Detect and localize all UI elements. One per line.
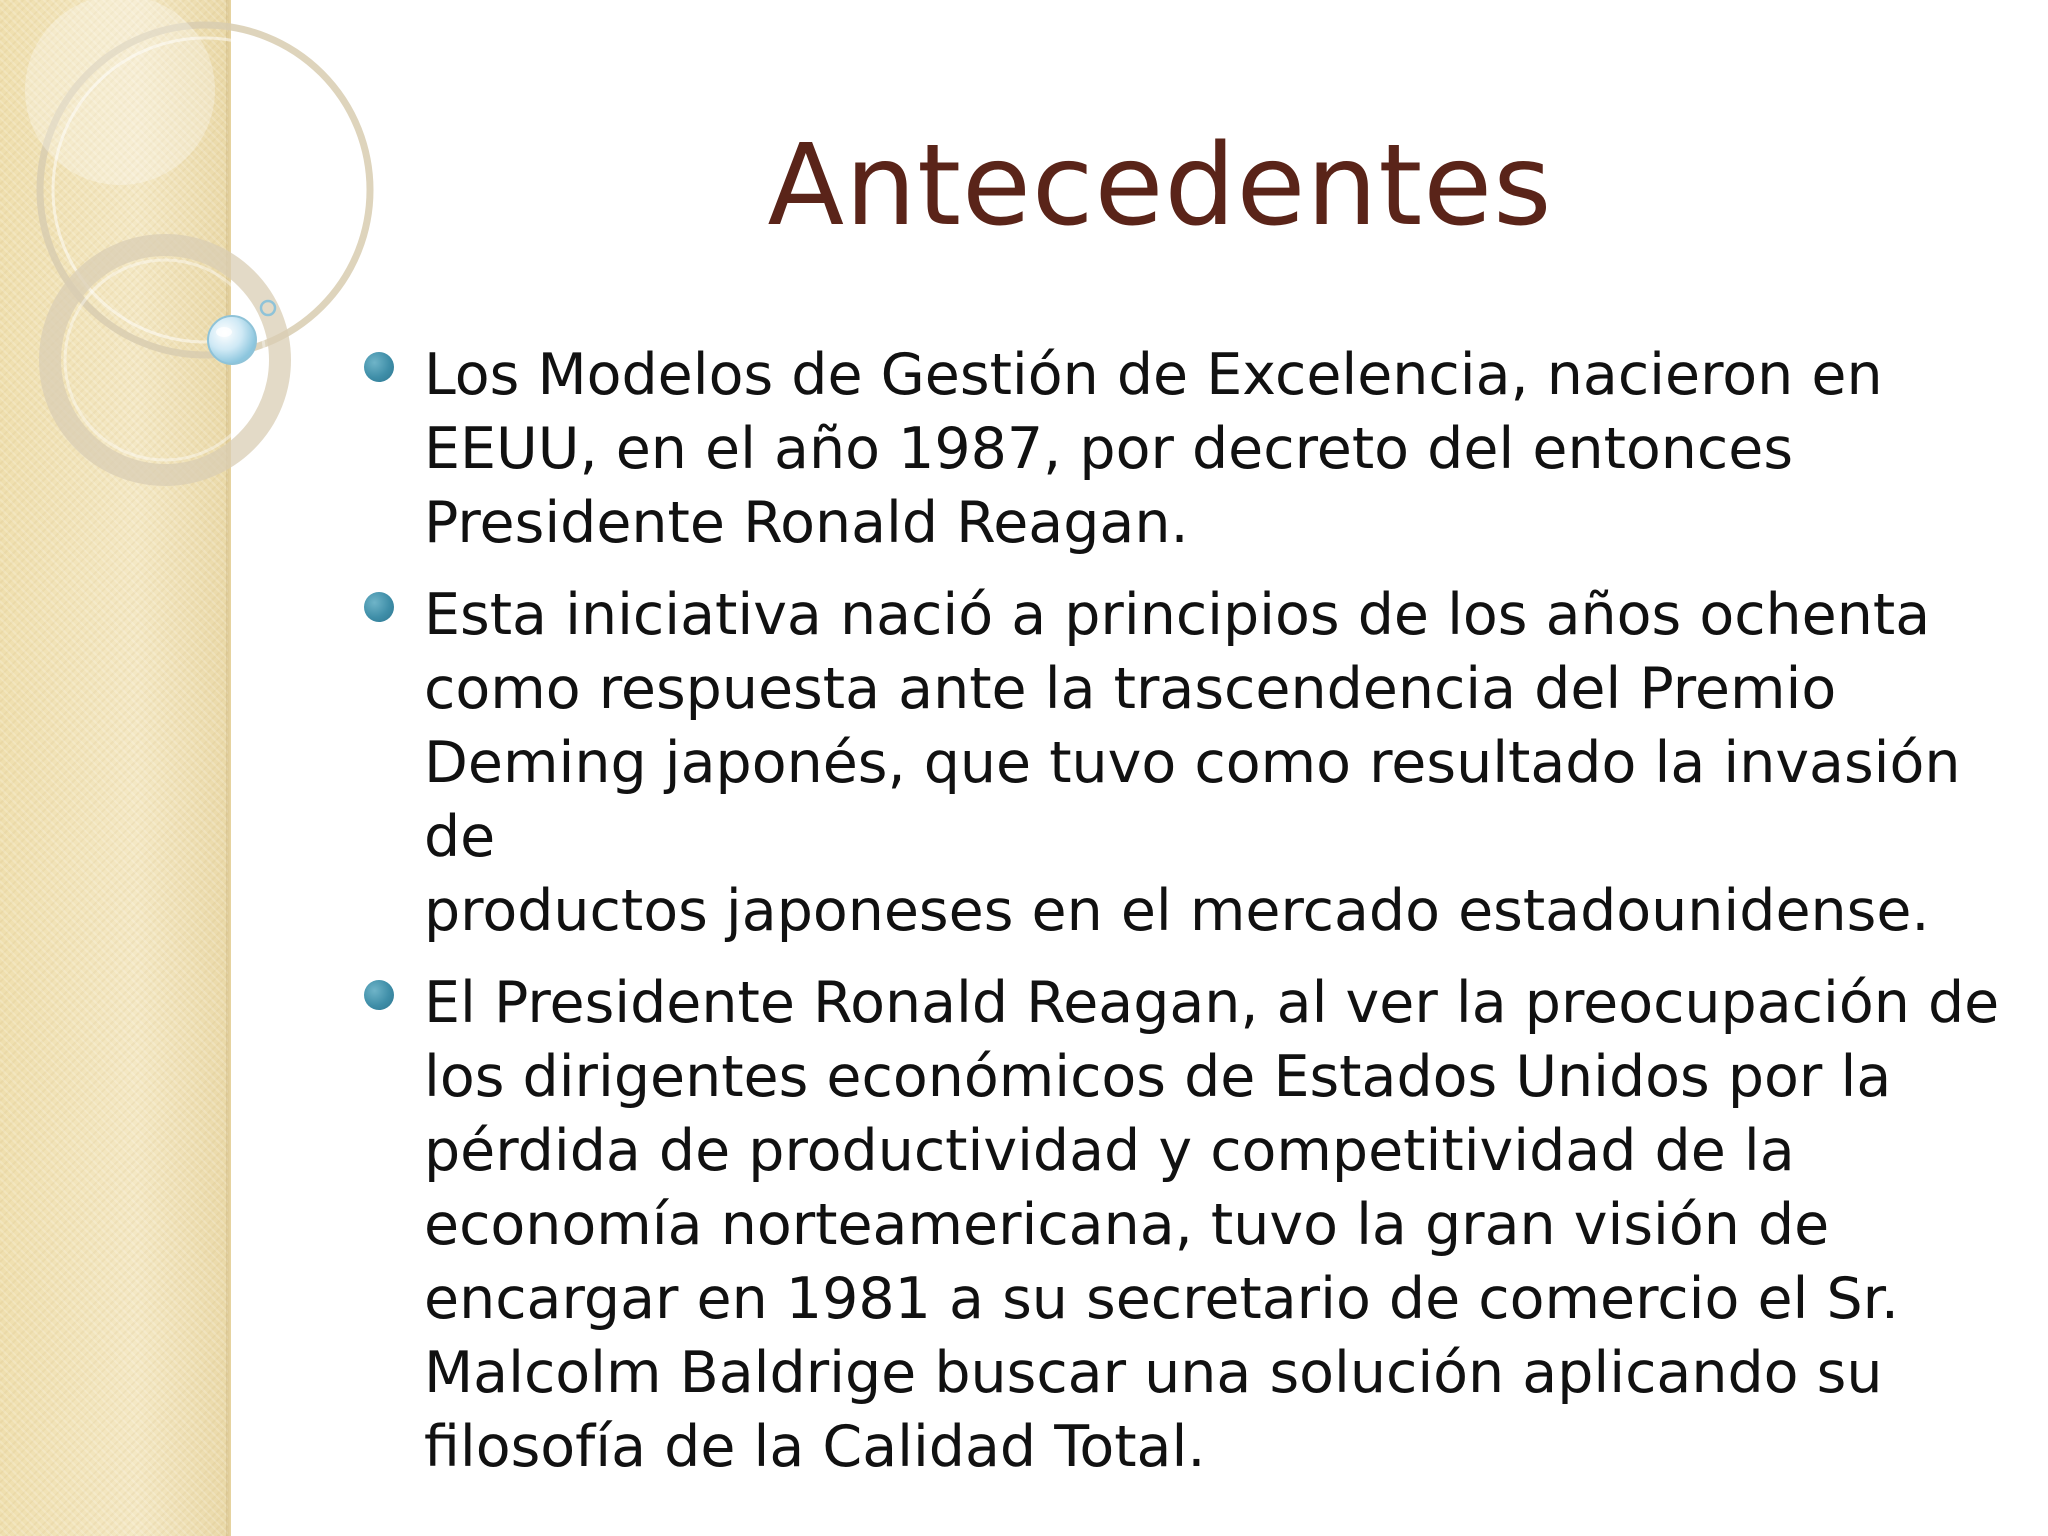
bullet-dot-icon xyxy=(364,352,394,382)
bullet-line: EEUU, en el año 1987, por decreto del entonces xyxy=(424,416,1794,482)
bullet-item xyxy=(360,966,2000,1484)
bullet-line: productos japoneses en el mercado estadounidense. xyxy=(424,878,1930,944)
bullet-line: filosofía de la Calidad Total. xyxy=(424,1414,1206,1480)
bullet-line: Los Modelos de Gestión de Excelencia, nacieron en xyxy=(424,342,1883,408)
bullet-list xyxy=(360,338,2000,1502)
bullet-dot-icon xyxy=(364,980,394,1010)
bullet-line: El Presidente Ronald Reagan, al ver la preocupación de xyxy=(424,970,2000,1036)
decorative-circles-icon xyxy=(0,0,300,520)
bullet-line: Deming japonés, que tuvo como resultado la invasión de xyxy=(424,730,1961,870)
bullet-line: Presidente Ronald Reagan. xyxy=(424,490,1189,556)
bullet-line: pérdida de productividad y competitividad de la xyxy=(424,1118,1795,1184)
bullet-line: los dirigentes económicos de Estados Unidos por la xyxy=(424,1044,1892,1110)
slide-title: Antecedentes xyxy=(767,121,1553,251)
bullet-line: Malcolm Baldrige buscar una solución aplicando su xyxy=(424,1340,1883,1406)
bullet-line: Esta iniciativa nació a principios de los años ochenta xyxy=(424,582,1931,648)
bullet-item xyxy=(360,338,2000,560)
bullet-line: economía norteamericana, tuvo la gran visión de xyxy=(424,1192,1830,1258)
bullet-line: encargar en 1981 a su secretario de comercio el Sr. xyxy=(424,1266,1899,1332)
bullet-dot-icon xyxy=(364,592,394,622)
bullet-item xyxy=(360,578,2000,948)
bullet-line: como respuesta ante la trascendencia del Premio xyxy=(424,656,1837,722)
